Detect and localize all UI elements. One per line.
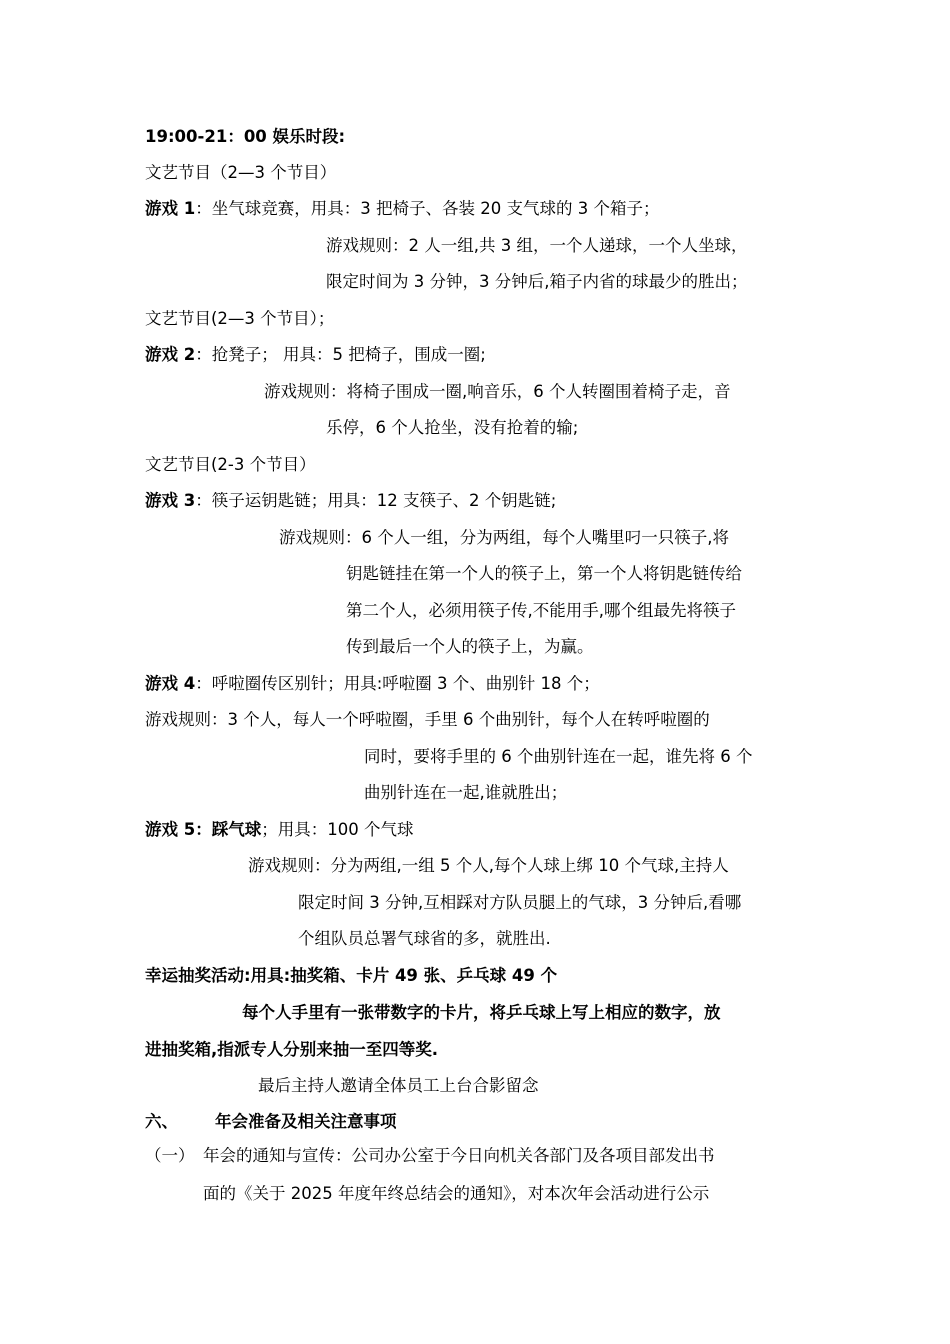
game-1-desc: ：坐气球竞赛，用具：3 把椅子、各装 20 支气球的 3 个箱子； [195,199,660,218]
game-3-rule-1: 游戏规则：6 个人一组，分为两组，每个人嘴里叼一只筷子,将 [279,528,729,547]
game-3-rule-4: 传到最后一个人的筷子上，为赢。 [346,637,594,656]
game-5-rule-3: 个组队员总署气球省的多，就胜出. [298,929,551,948]
game-4-rule-3: 曲别针连在一起,谁就胜出； [364,783,568,802]
game-4-line [145,674,600,694]
section-6-title: 年会准备及相关注意事项 [215,1112,397,1131]
program-1: 文艺节目（2—3 个节目） [145,163,337,182]
item-1-text-1: 年会的通知与宣传：公司办公室于今日向机关各部门及各项目部发出书 [203,1146,715,1165]
game-5-rule-1: 游戏规则：分为两组,一组 5 个人,每个人球上绑 10 个气球,主持人 [248,856,729,875]
program-3: 文艺节目(2-3 个节目） [145,455,316,474]
closing-text: 最后主持人邀请全体员工上台合影留念 [258,1076,539,1095]
program-2: 文艺节目(2—3 个节目）； [145,309,335,328]
game-2-rule-2: 乐停，6 个人抢坐，没有抢着的输; [326,418,579,437]
item-1-number: （一） [145,1146,195,1165]
item-1-text-2: 面的《关于 2025 年度年终总结会的通知》，对本次年会活动进行公示 [203,1184,710,1203]
game-5-rule-2: 限定时间 3 分钟,互相踩对方队员腿上的气球，3 分钟后,看哪 [298,893,742,912]
game-3-line [145,491,556,511]
game-4-desc: ：呼啦圈传区别针；用具:呼啦圈 3 个、曲别针 18 个； [195,674,600,693]
game-3-rule-3: 第二个人，必须用筷子传,不能用手,哪个组最先将筷子 [346,601,736,620]
game-3-rule-2: 钥匙链挂在第一个人的筷子上，第一个人将钥匙链传给 [346,564,742,583]
game-1-label: 游戏 1 [145,199,196,218]
game-3-label: 游戏 3 [145,491,196,510]
lottery-desc-2: 进抽奖箱,指派专人分别来抽一至四等奖. [145,1040,439,1059]
lottery-desc-1: 每个人手里有一张带数字的卡片，将乒乓球上写上相应的数字，放 [242,1003,721,1022]
game-2-desc: ：抢凳子； 用具：5 把椅子，围成一圈; [195,345,486,364]
game-5-label: 游戏 5：踩气球 [145,820,262,839]
game-2-rule-1: 游戏规则：将椅子围成一圈,响音乐，6 个人转圈围着椅子走，音 [264,382,731,401]
game-1-rule-1: 游戏规则：2 人一组,共 3 组，一个人递球，一个人坐球， [326,236,748,255]
game-5-desc: ；用具：100 个气球 [261,820,414,839]
game-5-line [145,820,413,840]
game-2-label: 游戏 2 [145,345,196,364]
lottery-title: 幸运抽奖活动:用具:抽奖箱、卡片 49 张、乒乓球 49 个 [145,966,558,985]
game-1-rule-2: 限定时间为 3 分钟，3 分钟后,箱子内省的球最少的胜出； [326,272,748,291]
game-1-line [145,199,659,219]
game-2-line [145,345,486,365]
game-3-desc: ：筷子运钥匙链；用具：12 支筷子、2 个钥匙链; [195,491,557,510]
game-4-rule-2: 同时，要将手里的 6 个曲别针连在一起，谁先将 6 个 [364,747,753,766]
game-4-rule-1: 游戏规则：3 个人，每人一个呼啦圈，手里 6 个曲别针，每个人在转呼啦圈的 [145,710,710,729]
game-4-label: 游戏 4 [145,674,196,693]
section-time-heading: 19:00-21：00 娱乐时段: [145,127,346,146]
section-6-number: 六、 [145,1112,178,1131]
